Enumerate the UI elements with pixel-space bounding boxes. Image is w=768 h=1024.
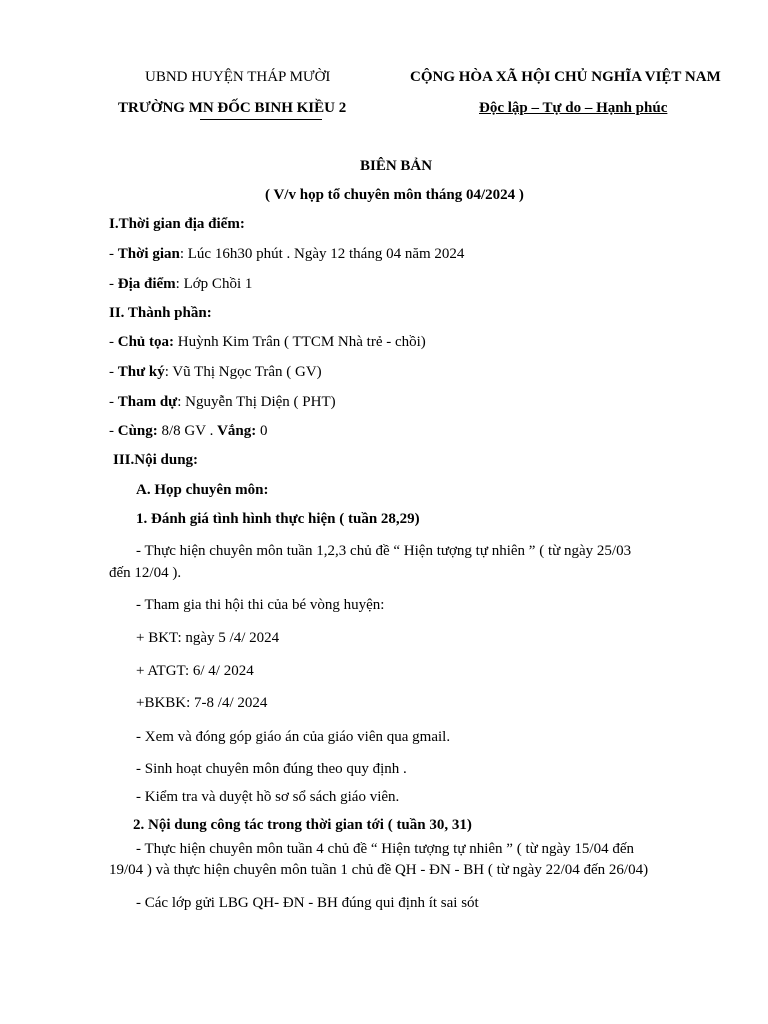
header-right-line1: CỘNG HÒA XÃ HỘI CHỦ NGHĨA VIỆT NAM bbox=[410, 69, 721, 85]
absent-value: 0 bbox=[256, 423, 268, 439]
section1-heading: I.Thời gian địa điểm: bbox=[109, 216, 245, 232]
secretary-label: Thư ký bbox=[117, 364, 165, 380]
section1-place: - Địa điểm: Lớp Chồi 1 bbox=[109, 276, 253, 292]
item2-p1-line2: 19/04 ) và thực hiện chuyên môn tuần 1 chủ đề QH - ĐN - BH ( từ ngày 22/04 đến 26/04) bbox=[109, 862, 649, 878]
doc-subtitle: ( V/v họp tổ chuyên môn tháng 04/2024 ) bbox=[265, 187, 524, 203]
chair-value: Huỳnh Kim Trân ( TTCM Nhà trẻ - chồi) bbox=[174, 334, 426, 350]
item2-p1-line1: - Thực hiện chuyên môn tuần 4 chủ đề “ Hiện tượng tự nhiên ” ( từ ngày 15/04 đến bbox=[136, 841, 634, 857]
doc-title: BIÊN BẢN bbox=[360, 158, 433, 174]
item1-p5: +BKBK: 7-8 /4/ 2024 bbox=[136, 695, 268, 711]
chair-label: Chủ tọa: bbox=[117, 334, 175, 350]
header-right-line2: Độc lập – Tự do – Hạnh phúc bbox=[479, 100, 668, 116]
item1-p4: + ATGT: 6/ 4/ 2024 bbox=[136, 663, 254, 679]
secretary-value: : Vũ Thị Ngọc Trân ( GV) bbox=[164, 364, 322, 380]
section3-heading: III.Nội dung: bbox=[113, 452, 199, 468]
header-left-underline bbox=[200, 119, 322, 120]
item1-p1-line2: đến 12/04 ). bbox=[109, 565, 182, 581]
section1-time: - Thời gian: Lúc 16h30 phút . Ngày 12 tháng 04 năm 2024 bbox=[109, 246, 465, 262]
item1-p8: - Kiểm tra và duyệt hồ sơ sổ sách giáo viên. bbox=[136, 789, 400, 805]
section2-chair: - Chủ tọa: Huỳnh Kim Trân ( TTCM Nhà trẻ - chồi) bbox=[109, 334, 426, 350]
place-value: : Lớp Chồi 1 bbox=[175, 276, 253, 292]
item2-p2: - Các lớp gửi LBG QH- ĐN - BH đúng qui định ít sai sót bbox=[136, 895, 479, 911]
section2-secretary: - Thư ký: Vũ Thị Ngọc Trân ( GV) bbox=[109, 364, 322, 380]
item1-p7: - Sinh hoạt chuyên môn đúng theo quy định . bbox=[136, 761, 407, 777]
attend-label: Tham dự bbox=[117, 394, 178, 410]
item1-p3: + BKT: ngày 5 /4/ 2024 bbox=[136, 630, 280, 646]
item1-heading: 1. Đánh giá tình hình thực hiện ( tuần 28,29) bbox=[136, 511, 420, 527]
header-left-line2: TRƯỜNG MN ĐỐC BINH KIỀU 2 bbox=[118, 100, 347, 116]
item2-heading: 2. Nội dung công tác trong thời gian tới ( tuần 30, 31) bbox=[133, 817, 472, 833]
absent-label: Vắng: bbox=[217, 423, 257, 439]
header-left-line1: UBND HUYỆN THÁP MƯỜI bbox=[145, 69, 331, 85]
section2-total: - Cùng: 8/8 GV . Vắng: 0 bbox=[109, 423, 268, 439]
section2-attend: - Tham dự: Nguyễn Thị Diện ( PHT) bbox=[109, 394, 336, 410]
item1-p1-line1: - Thực hiện chuyên môn tuần 1,2,3 chủ đề “ Hiện tượng tự nhiên ” ( từ ngày 25/03 bbox=[136, 543, 632, 559]
time-value: : Lúc 16h30 phút . Ngày 12 tháng 04 năm 2024 bbox=[179, 246, 465, 262]
place-label: Địa điểm bbox=[117, 276, 176, 292]
section2-heading: II. Thành phần: bbox=[109, 305, 212, 321]
total-value: 8/8 GV . bbox=[157, 423, 218, 439]
total-label: Cùng: bbox=[117, 423, 158, 439]
time-label: Thời gian bbox=[117, 246, 180, 262]
section3-subA: A. Họp chuyên môn: bbox=[136, 482, 269, 498]
item1-p2: - Tham gia thi hội thi của bé vòng huyện: bbox=[136, 597, 385, 613]
item1-p6: - Xem và đóng góp giáo án của giáo viên qua gmail. bbox=[136, 729, 451, 745]
attend-value: : Nguyễn Thị Diện ( PHT) bbox=[177, 394, 336, 410]
